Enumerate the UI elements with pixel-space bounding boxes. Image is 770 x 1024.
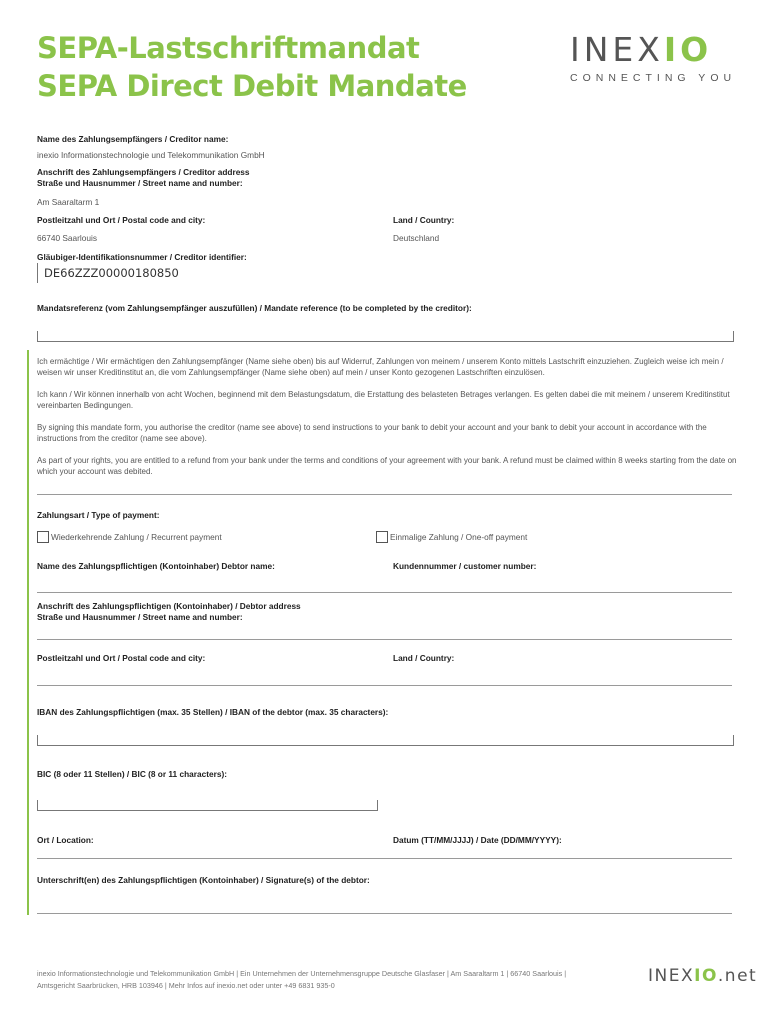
creditor-address-value: Am Saaraltarm 1 — [37, 197, 100, 207]
debtor-name-input-line[interactable] — [37, 592, 732, 593]
iban-input[interactable] — [37, 735, 734, 746]
footer-logo-start: INEX — [648, 966, 695, 986]
mandate-text-en-2: As part of your rights, you are entitled to a refund from your bank under the terms and conditions of your agreement with your bank. A refund must be claimed within 8 weeks starting from the date on which your account was debited. — [37, 456, 737, 476]
oneoff-payment-checkbox[interactable] — [376, 531, 388, 543]
creditor-name-label: Name des Zahlungsempfängers / Creditor name: — [37, 134, 229, 144]
footer-text — [37, 968, 627, 992]
section-accent-bar — [27, 350, 29, 915]
mandate-reference-input[interactable] — [37, 331, 734, 342]
creditor-country-value: Deutschland — [393, 233, 440, 243]
logo-tagline: CONNECTING YOU — [570, 72, 737, 84]
debtor-postal-input-line[interactable] — [37, 685, 732, 686]
creditor-address-label-1: Anschrift des Zahlungsempfängers / Creditor address — [37, 167, 250, 177]
debtor-postal-label: Postleitzahl und Ort / Postal code and city: — [37, 653, 206, 663]
footer-line-1: inexio Informationstechnologie und Telekommunikation GmbH | Ein Unternehmen der Unternehmensgruppe Deutsche Glasfaser | Am Saaraltarm 1 | 66740 Saarlouis | — [37, 969, 567, 978]
mandate-reference-label: Mandatsreferenz (vom Zahlungsempfänger auszufüllen) / Mandate reference (to be completed by the creditor): — [37, 303, 472, 313]
footer-logo-accent: IO — [694, 966, 718, 986]
bic-input[interactable] — [37, 800, 378, 811]
title-german: SEPA-Lastschriftmandat — [37, 31, 420, 65]
location-date-input-line[interactable] — [37, 858, 732, 859]
creditor-postal-value: 66740 Saarlouis — [37, 233, 97, 243]
customer-number-label: Kundennummer / customer number: — [393, 561, 537, 571]
bic-label: BIC (8 oder 11 Stellen) / BIC (8 or 11 characters): — [37, 769, 227, 779]
creditor-id-value: DE66ZZZ00000180850 — [37, 263, 179, 283]
divider — [37, 494, 732, 495]
recurrent-payment-label: Wiederkehrende Zahlung / Recurrent payment — [51, 532, 222, 542]
logo-wordmark — [570, 32, 712, 68]
creditor-postal-label: Postleitzahl und Ort / Postal code and city: — [37, 215, 206, 225]
debtor-address-label-2: Straße und Hausnummer / Street name and number: — [37, 612, 243, 622]
debtor-address-input-line[interactable] — [37, 639, 732, 640]
logo-word-start: INEX — [570, 30, 664, 69]
iban-label: IBAN des Zahlungspflichtigen (max. 35 Stellen) / IBAN of the debtor (max. 35 characters): — [37, 707, 389, 717]
debtor-country-label: Land / Country: — [393, 653, 455, 663]
footer-logo — [648, 966, 757, 986]
signature-label: Unterschrift(en) des Zahlungspflichtigen (Kontoinhaber) / Signature(s) of the debtor: — [37, 875, 370, 885]
creditor-country-label: Land / Country: — [393, 215, 455, 225]
creditor-id-label: Gläubiger-Identifikationsnummer / Creditor identifier: — [37, 252, 247, 262]
debtor-address-label-1: Anschrift des Zahlungspflichtigen (Kontoinhaber) / Debtor address — [37, 601, 301, 611]
location-label: Ort / Location: — [37, 835, 94, 845]
mandate-text-de-1: Ich ermächtige / Wir ermächtigen den Zahlungsempfänger (Name siehe oben) bis auf Widerruf, Zahlungen von meinem / unserem Konto mittels Lastschrift einzuziehen. Zugleich weise ich mein / weisen wir unser Kreditinstitut an, die vom Zahlungsempfänger (Name siehe oben) auf mein / unser Konto gezogenen Lastschriften einzulösen. — [37, 357, 724, 377]
creditor-name-value: inexio Informationstechnologie und Telekommunikation GmbH — [37, 150, 265, 160]
mandate-text-en-1: By signing this mandate form, you authorise the creditor (name see above) to send instructions to your bank to debit your account and your bank to debit your account in accordance with the instructions from the creditor (name see above). — [37, 423, 707, 443]
logo-word-accent: IO — [663, 30, 713, 69]
oneoff-payment-label: Einmalige Zahlung / One-off payment — [390, 532, 528, 542]
recurrent-payment-checkbox[interactable] — [37, 531, 49, 543]
debtor-name-label: Name des Zahlungspflichtigen (Kontoinhaber) Debtor name: — [37, 561, 275, 571]
footer-logo-end: .net — [717, 966, 758, 986]
title-english: SEPA Direct Debit Mandate — [37, 69, 467, 103]
payment-type-label: Zahlungsart / Type of payment: — [37, 510, 160, 520]
signature-line[interactable] — [37, 913, 732, 914]
inexio-logo — [570, 32, 735, 92]
mandate-text-de-2: Ich kann / Wir können innerhalb von acht Wochen, beginnend mit dem Belastungsdatum, die Erstattung des belasteten Betrages verlangen. Es gelten dabei die mit meinem / unserem Kreditinstitut vereinbarten Bedingungen. — [37, 390, 730, 410]
footer-line-2: Amtsgericht Saarbrücken, HRB 103946 | Mehr Infos auf inexio.net oder unter +49 6831 935-0 — [37, 981, 335, 990]
creditor-address-label-2: Straße und Hausnummer / Street name and number: — [37, 178, 243, 188]
date-label: Datum (TT/MM/JJJJ) / Date (DD/MM/YYYY): — [393, 835, 562, 845]
